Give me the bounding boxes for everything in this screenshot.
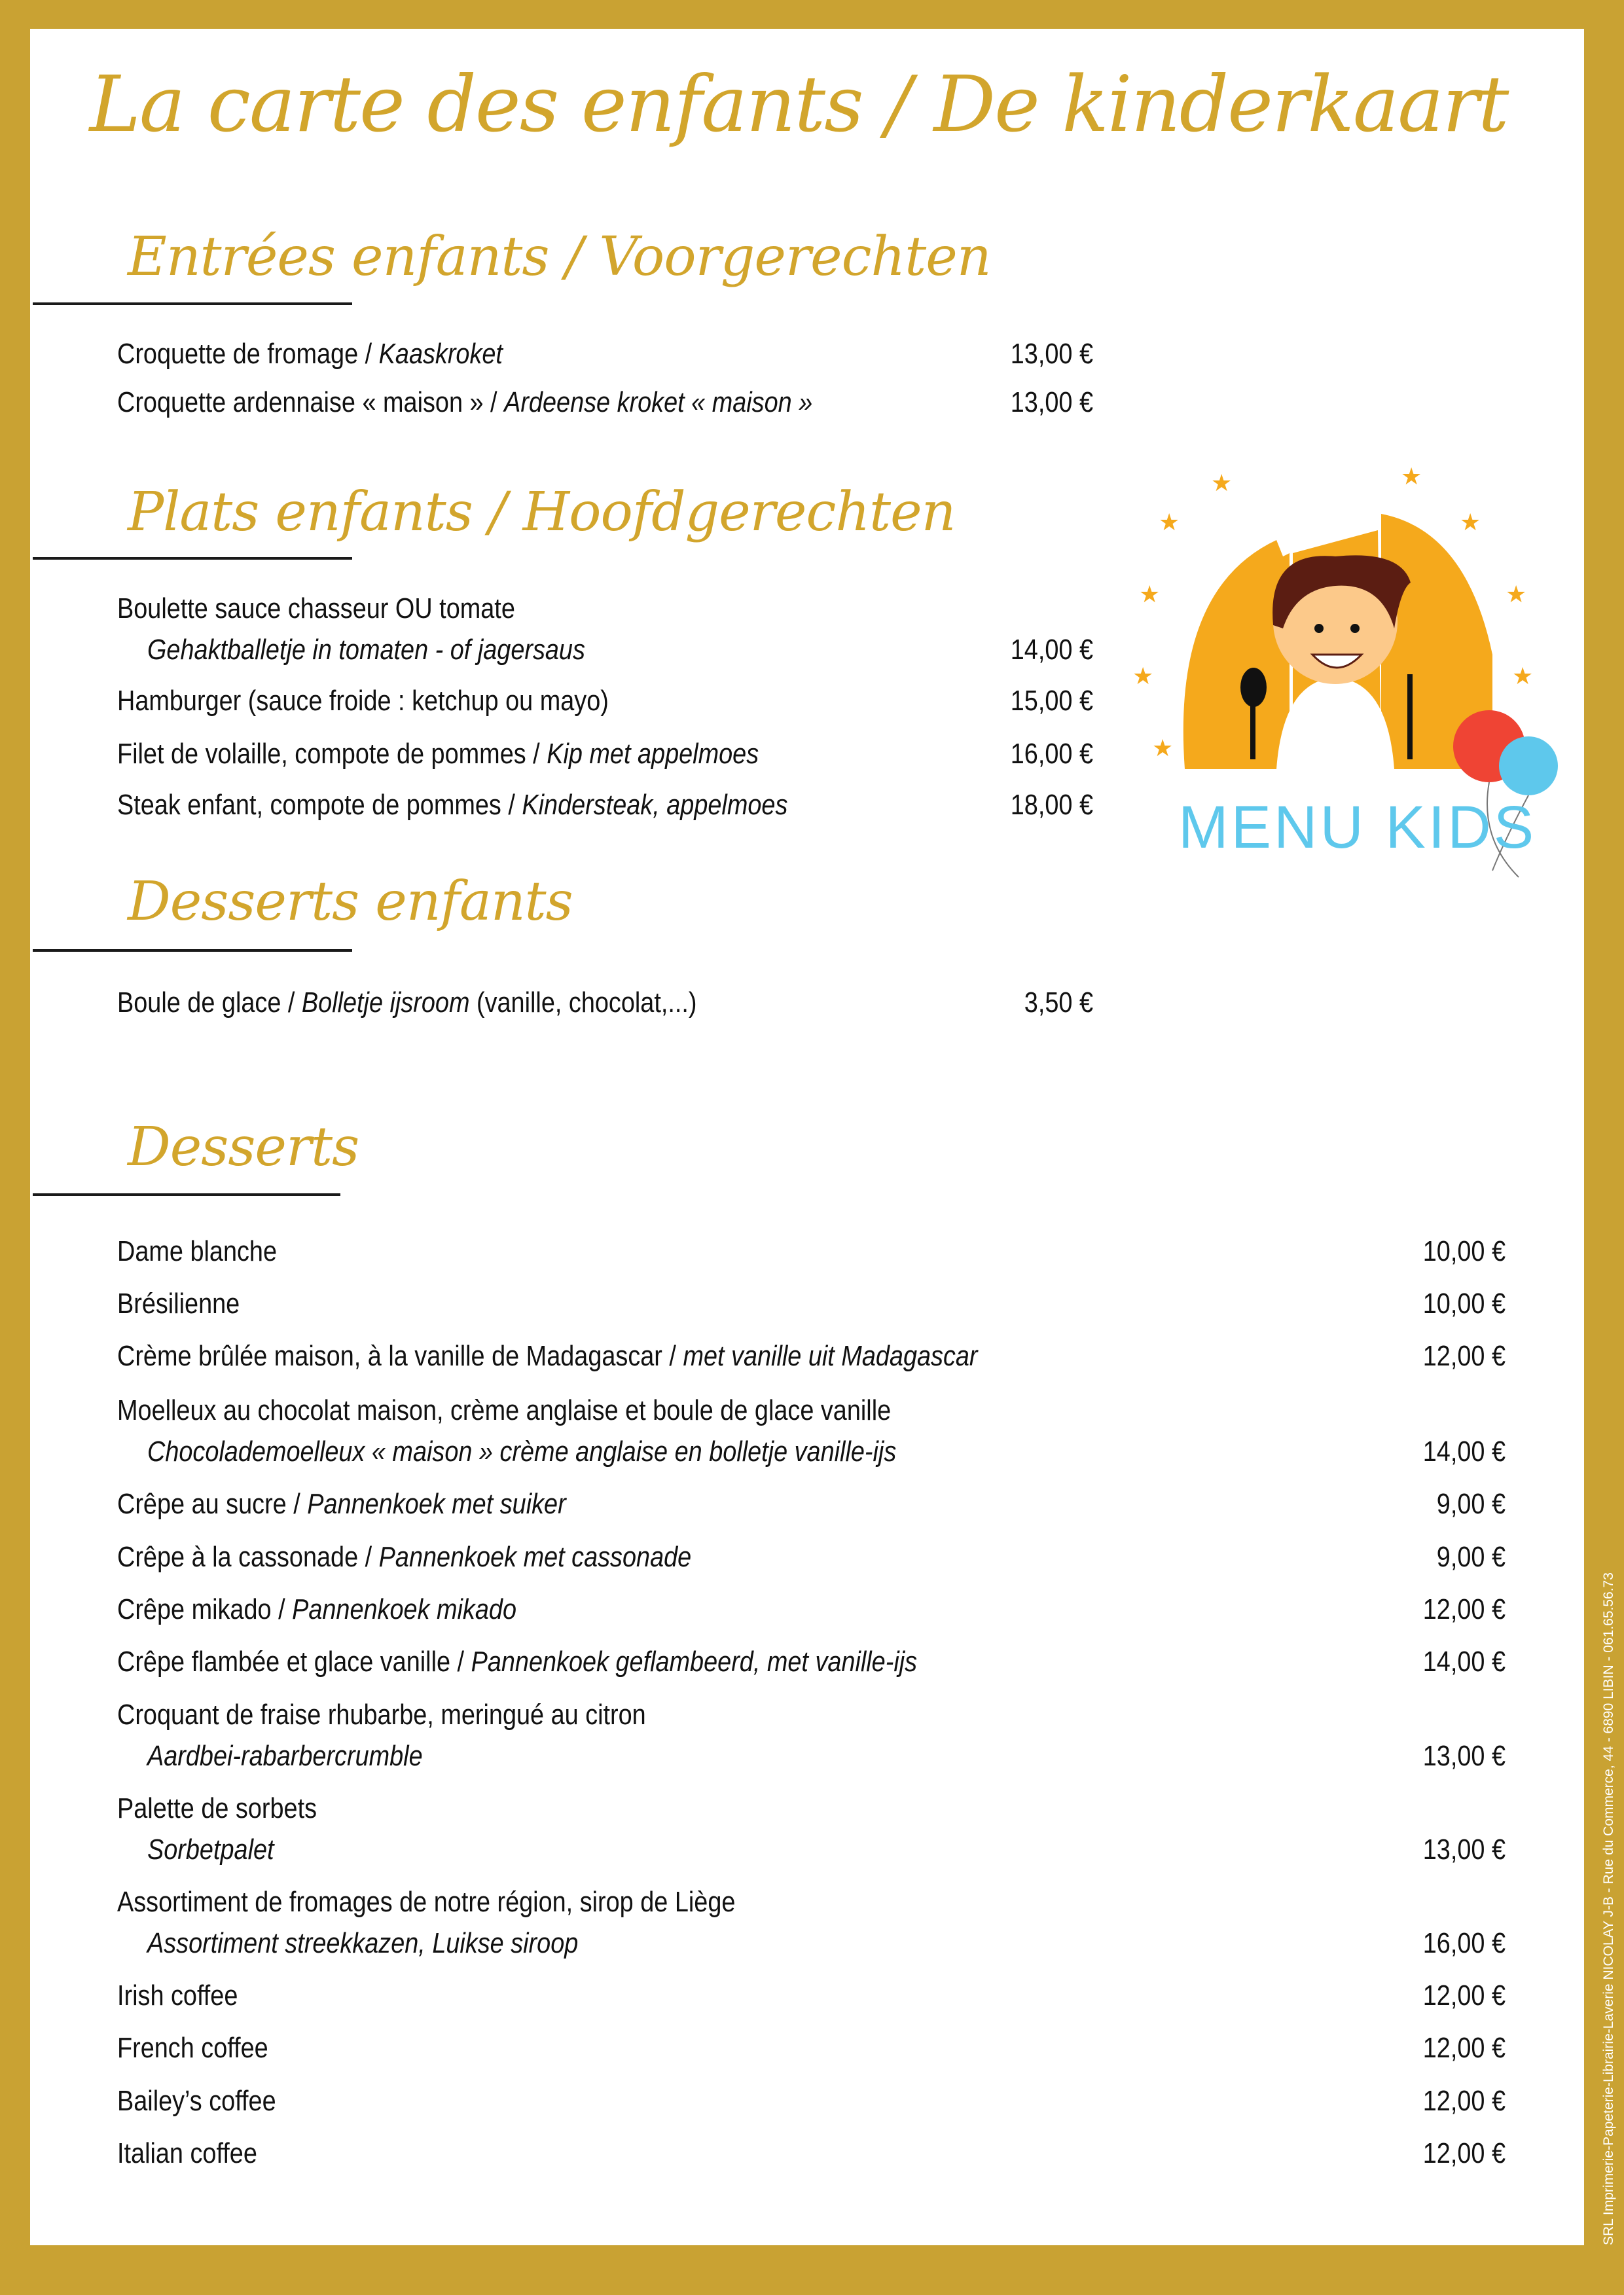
section-divider: [33, 949, 352, 952]
item-name-fr: Brésilienne: [117, 1288, 240, 1320]
item-price: 3,50 €: [1024, 986, 1093, 1019]
item-name-fr: Boule de glace /: [117, 986, 302, 1019]
section-heading: Plats enfants / Hoofdgerechten: [128, 481, 956, 543]
menu-item: [117, 1646, 917, 1678]
item-name-fr: Hamburger (sauce froide : ketchup ou mayo): [117, 685, 609, 717]
menu-item: [117, 685, 609, 717]
item-translation: Aardbei-rabarbercrumble: [147, 1740, 423, 1772]
menu-item: [117, 986, 696, 1019]
item-price: 15,00 €: [1010, 685, 1093, 717]
item-price: 13,00 €: [1010, 386, 1093, 418]
menu-item: [117, 386, 812, 419]
item-name-nl: Kaaskroket: [378, 338, 503, 370]
item-price: 9,00 €: [1436, 1541, 1506, 1573]
menu-item: [117, 1541, 691, 1574]
item-translation: Sorbetpalet: [147, 1834, 274, 1866]
item-price: 12,00 €: [1422, 2137, 1506, 2169]
item-price: 12,00 €: [1422, 2032, 1506, 2064]
menu-title: La carte des enfants / De kinderkaart: [89, 59, 1508, 149]
menu-item: [117, 1288, 240, 1320]
item-name-fr: Italian coffee: [117, 2137, 257, 2169]
item-name-fr: Crème brûlée maison, à la vanille de Madagascar /: [117, 1340, 683, 1372]
menu-item: [117, 1593, 516, 1626]
section-divider: [33, 557, 352, 560]
item-price: 9,00 €: [1436, 1488, 1506, 1520]
menu-item: [117, 338, 503, 370]
item-name-nl: Pannenkoek mikado: [292, 1593, 516, 1625]
svg-text:★: ★: [1460, 509, 1481, 535]
item-translation: Chocolademoelleux « maison » crème anglaise en bolletje vanille-ijs: [147, 1436, 897, 1468]
svg-text:★: ★: [1152, 734, 1174, 761]
item-price: 13,00 €: [1010, 338, 1093, 370]
svg-text:★: ★: [1512, 662, 1534, 689]
section-heading: Desserts: [128, 1116, 359, 1178]
item-name-nl: Bolletje ijsroom: [301, 986, 470, 1019]
menu-item: [117, 592, 515, 625]
item-name-fr: Palette de sorbets: [117, 1792, 317, 1824]
item-price: 10,00 €: [1422, 1288, 1506, 1320]
menu-item: [117, 1792, 317, 1825]
item-price: 12,00 €: [1422, 1593, 1506, 1625]
item-name-nl: Pannenkoek geflambeerd, met vanille-ijs: [471, 1646, 918, 1678]
item-price: 13,00 €: [1422, 1740, 1506, 1772]
section-heading: Desserts enfants: [128, 871, 573, 933]
logo-text: MENU KIDS: [1178, 794, 1537, 861]
item-name-fr: Assortiment de fromages de notre région, sirop de Liège: [117, 1886, 736, 1918]
item-name-fr: Bailey’s coffee: [117, 2085, 276, 2117]
item-name-fr: Filet de volaille, compote de pommes /: [117, 738, 547, 770]
item-name-fr: Crêpe à la cassonade /: [117, 1541, 379, 1573]
menu-item: [117, 738, 759, 770]
item-price: 18,00 €: [1010, 789, 1093, 821]
svg-text:★: ★: [1139, 581, 1161, 607]
menu-item: [117, 789, 787, 822]
item-price: 13,00 €: [1422, 1834, 1506, 1866]
svg-text:★: ★: [1401, 463, 1422, 490]
item-name-fr: Dame blanche: [117, 1235, 278, 1267]
menu-item: [117, 1979, 238, 2012]
item-name-fr: Croquant de fraise rhubarbe, meringué au citron: [117, 1699, 646, 1731]
item-name-nl: Kindersteak, appelmoes: [522, 789, 788, 821]
item-price: 16,00 €: [1422, 1927, 1506, 1959]
menu-item: [117, 1699, 646, 1731]
svg-text:★: ★: [1506, 581, 1527, 607]
item-name-fr: French coffee: [117, 2032, 268, 2064]
menu-item: [117, 1340, 978, 1373]
item-price: 10,00 €: [1422, 1235, 1506, 1267]
item-name-fr: Irish coffee: [117, 1979, 238, 2012]
printer-imprint: SRL Imprimerie-Papeterie-Librairie-Laverie NICOLAY J-B - Rue du Commerce, 44 - 6890 LIBIN - 061.65.56.73: [1601, 1572, 1616, 2245]
fork-icon: [1407, 674, 1413, 759]
item-price: 14,00 €: [1422, 1436, 1506, 1468]
item-name-fr: Moelleux au chocolat maison, crème anglaise et boule de glace vanille: [117, 1394, 892, 1426]
item-name-nl: Pannenkoek met cassonade: [378, 1541, 692, 1573]
section-divider: [33, 1193, 340, 1196]
item-name-fr: Crêpe au sucre /: [117, 1488, 308, 1520]
item-name-nl: Pannenkoek met suiker: [307, 1488, 566, 1520]
item-note: (vanille, chocolat,...): [469, 986, 697, 1019]
item-price: 12,00 €: [1422, 2085, 1506, 2117]
item-name-nl: Ardeense kroket « maison »: [504, 386, 813, 418]
item-name-nl: Kip met appelmoes: [547, 738, 759, 770]
svg-text:★: ★: [1211, 469, 1233, 496]
menu-item: [117, 2137, 257, 2170]
menu-item: [117, 1886, 735, 1919]
blue-balloon: [1499, 736, 1558, 795]
menu-item: [117, 2085, 276, 2118]
menu-item: [117, 2032, 268, 2065]
item-price: 16,00 €: [1010, 738, 1093, 770]
item-name-fr: Croquette ardennaise « maison » /: [117, 386, 505, 418]
item-price: 14,00 €: [1010, 634, 1093, 666]
menu-item: [117, 1488, 566, 1521]
menu-item: [117, 1235, 277, 1268]
menu-item: [117, 1394, 891, 1427]
item-name-fr: Crêpe flambée et glace vanille /: [117, 1646, 471, 1678]
item-name-nl: met vanille uit Madagascar: [683, 1340, 978, 1372]
svg-text:★: ★: [1132, 662, 1154, 689]
item-translation: Gehaktballetje in tomaten - of jagersaus: [147, 634, 585, 666]
item-name-fr: Boulette sauce chasseur OU tomate: [117, 592, 515, 624]
item-price: 14,00 €: [1422, 1646, 1506, 1678]
item-name-fr: Crêpe mikado /: [117, 1593, 293, 1625]
item-price: 12,00 €: [1422, 1979, 1506, 2012]
svg-text:★: ★: [1159, 509, 1180, 535]
section-divider: [33, 302, 352, 305]
section-heading: Entrées enfants / Voorgerechten: [128, 226, 991, 288]
item-name-fr: Steak enfant, compote de pommes /: [117, 789, 522, 821]
item-name-fr: Croquette de fromage /: [117, 338, 379, 370]
menu-kids-logo: [1126, 458, 1558, 884]
item-translation: Assortiment streekkazen, Luikse siroop: [147, 1927, 579, 1959]
item-price: 12,00 €: [1422, 1340, 1506, 1372]
